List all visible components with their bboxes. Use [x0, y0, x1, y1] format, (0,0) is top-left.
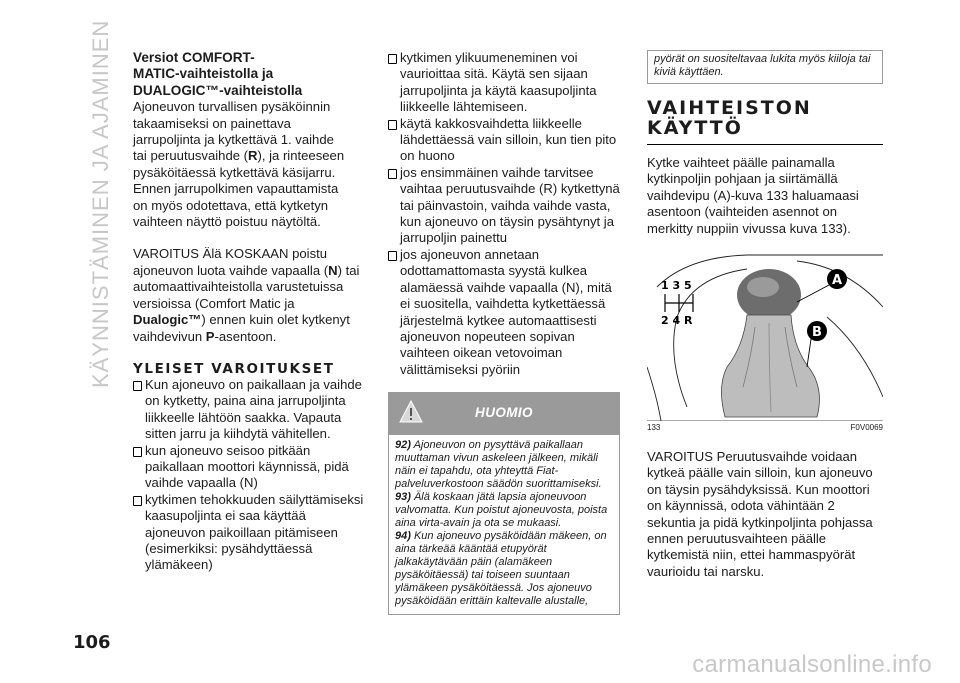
label-a: A — [831, 273, 843, 289]
column-2 — [388, 50, 620, 615]
section-title-general-warnings: YLEISET VAROITUKSET — [133, 360, 335, 377]
gear-lever-illustration — [647, 247, 883, 421]
note-title: HUOMIO — [475, 405, 533, 421]
note-box — [388, 392, 620, 615]
subheading: Versiot COMFORT- MATIC-vaihteistolla ja DUALOGIC™-vaihteistolla — [133, 50, 303, 98]
list-item: jos ajoneuvon annetaan odottamattomasta syystä kulkea alamäessä vaihde vapaalla (N), mitä ei suositella, vaihdetta kytkettäessä järjestelmä kytkee automaattisesti ajoneuvon nopeuteen sopivan vaihteen oikean vetovoiman välittämiseksi pyöriin — [388, 247, 620, 378]
note-item: 94) Kun ajoneuvo pysäköidään mäkeen, on aina tärkeää kääntää etupyörät jalkakäytävään päin (alamäkeen pysäköitäessä) tai toiseen suuntaan ylämäkeen pysäköitäessä. Jos ajoneuvo pysäköidään erittäin kaltevalle alustalle, — [395, 530, 607, 608]
gear-lever-figure — [647, 247, 883, 421]
note-item: 92) Ajoneuvon on pysyttävä paikallaan muuttaman vivun askeleen jälkeen, mikäli näin ei tapahdu, ota yhteyttä Fiat-palveluverkostoon säädön suorittamiseksi. — [395, 439, 602, 491]
note-item: 93) Älä koskaan jätä lapsia ajoneuvoon valvomatta. Kun poistut ajoneuvosta, poista aina virta-avain ja ota se mukaasi. — [395, 491, 608, 530]
list-item: kytkimen tehokkuuden säilyttämiseksi kaasupoljinta ei saa käyttää ajoneuvon paikoillaan pitämiseen (esimerkiksi: pysähdyttäessä ylämäkeen) — [133, 492, 365, 574]
figure-code: F0V0069 — [850, 423, 883, 433]
note-body — [389, 435, 619, 614]
list-item: kytkimen ylikuumeneminen voi vaurioittaa sitä. Käytä sen sijaan jarrupoljinta ja käytä kaasupoljinta liikkeelle lähtemiseen. — [388, 50, 620, 116]
list-item: kun ajoneuvo seisoo pitkään paikallaan moottori käynnissä, pidä vaihde vapaalla (N) — [133, 443, 365, 492]
figure-caption — [647, 423, 883, 433]
note-header — [389, 393, 619, 435]
parking-paragraph: Ajoneuvon turvallisen pysäköinnin takaamiseksi on painettava jarrupoljinta ja kytkettävä 1. vaihde tai peruutusvaihde (R), ja rinteeseen pysäköitäessä kytkettävä käsijarru. Ennen jarrupolkimen vapauttamista on myös odotettava, että kytketyn vaihteen näyttö poistuu näytöltä. — [133, 99, 345, 230]
watermark: carmanualsonline.info — [692, 651, 932, 678]
chapter-side-tab: KÄYNNISTÄMINEN JA AJAMINEN — [88, 19, 113, 388]
list-item: jos ensimmäinen vaihde tarvitsee vaihtaa peruutusvaihde (R) kytkettynä tai päinvastoin, vaihda vaihde vasta, kun ajoneuvo on täysin pysähtynyt ja jarrupoljin painettu — [388, 165, 620, 247]
column-3 — [647, 50, 883, 580]
list-item: käytä kakkosvaihdetta liikkeelle lähdettäessä vain silloin, kun tien pito on huono — [388, 116, 620, 165]
column-1 — [133, 50, 365, 574]
label-b: B — [812, 325, 822, 341]
warning-paragraph: VAROITUS Älä KOSKAAN poistu ajoneuvon luota vaihde vapaalla (N) tai automaattivaihteistolla varustetuissa versioissa (Comfort Matic ja Dualogic™) ennen kuin olet kytkenyt vaihdevivun P-asentoon. — [133, 246, 360, 344]
list-item: Kun ajoneuvo on paikallaan ja vaihde on kytketty, paina aina jarrupoljinta liikkeelle lähtöön saakka. Vapauta sitten jarru ja kiihdytä vähitellen. — [133, 377, 365, 443]
figure-number: 133 — [647, 423, 661, 433]
gear-shift-paragraph: Kytke vaihteet päälle painamalla kytkinpoljin pohjaan ja siirtämällä vaihdevipu (A)-kuva 133 haluamaasi asentoon (vaihteiden asennot on merkitty nuppiin vivussa kuva 133). — [647, 155, 859, 236]
continued-note: pyörät on suositeltavaa lukita myös kiiloja tai kiviä käyttäen. — [647, 50, 883, 84]
page-number: 106 — [73, 632, 111, 653]
gear-pattern-top: 1 3 5 — [661, 279, 692, 293]
reverse-gear-warning: VAROITUS Peruutusvaihde voidaan kytkeä päälle vain silloin, kun ajoneuvo on täysin pysähdyksissä. Kun moottori on käynnissä, odota vähintään 2 sekuntia ja pidä kytkinpoljinta pohjassa ennen peruutusvaihteen päälle kytkemistä niin, ettei hammaspyörät vaurioidu tai narsku. — [647, 449, 873, 579]
gear-pattern-bottom: 2 4 R — [661, 314, 693, 328]
section-title-gearbox-use: VAIHTEISTON KÄYTTÖ — [647, 98, 883, 145]
